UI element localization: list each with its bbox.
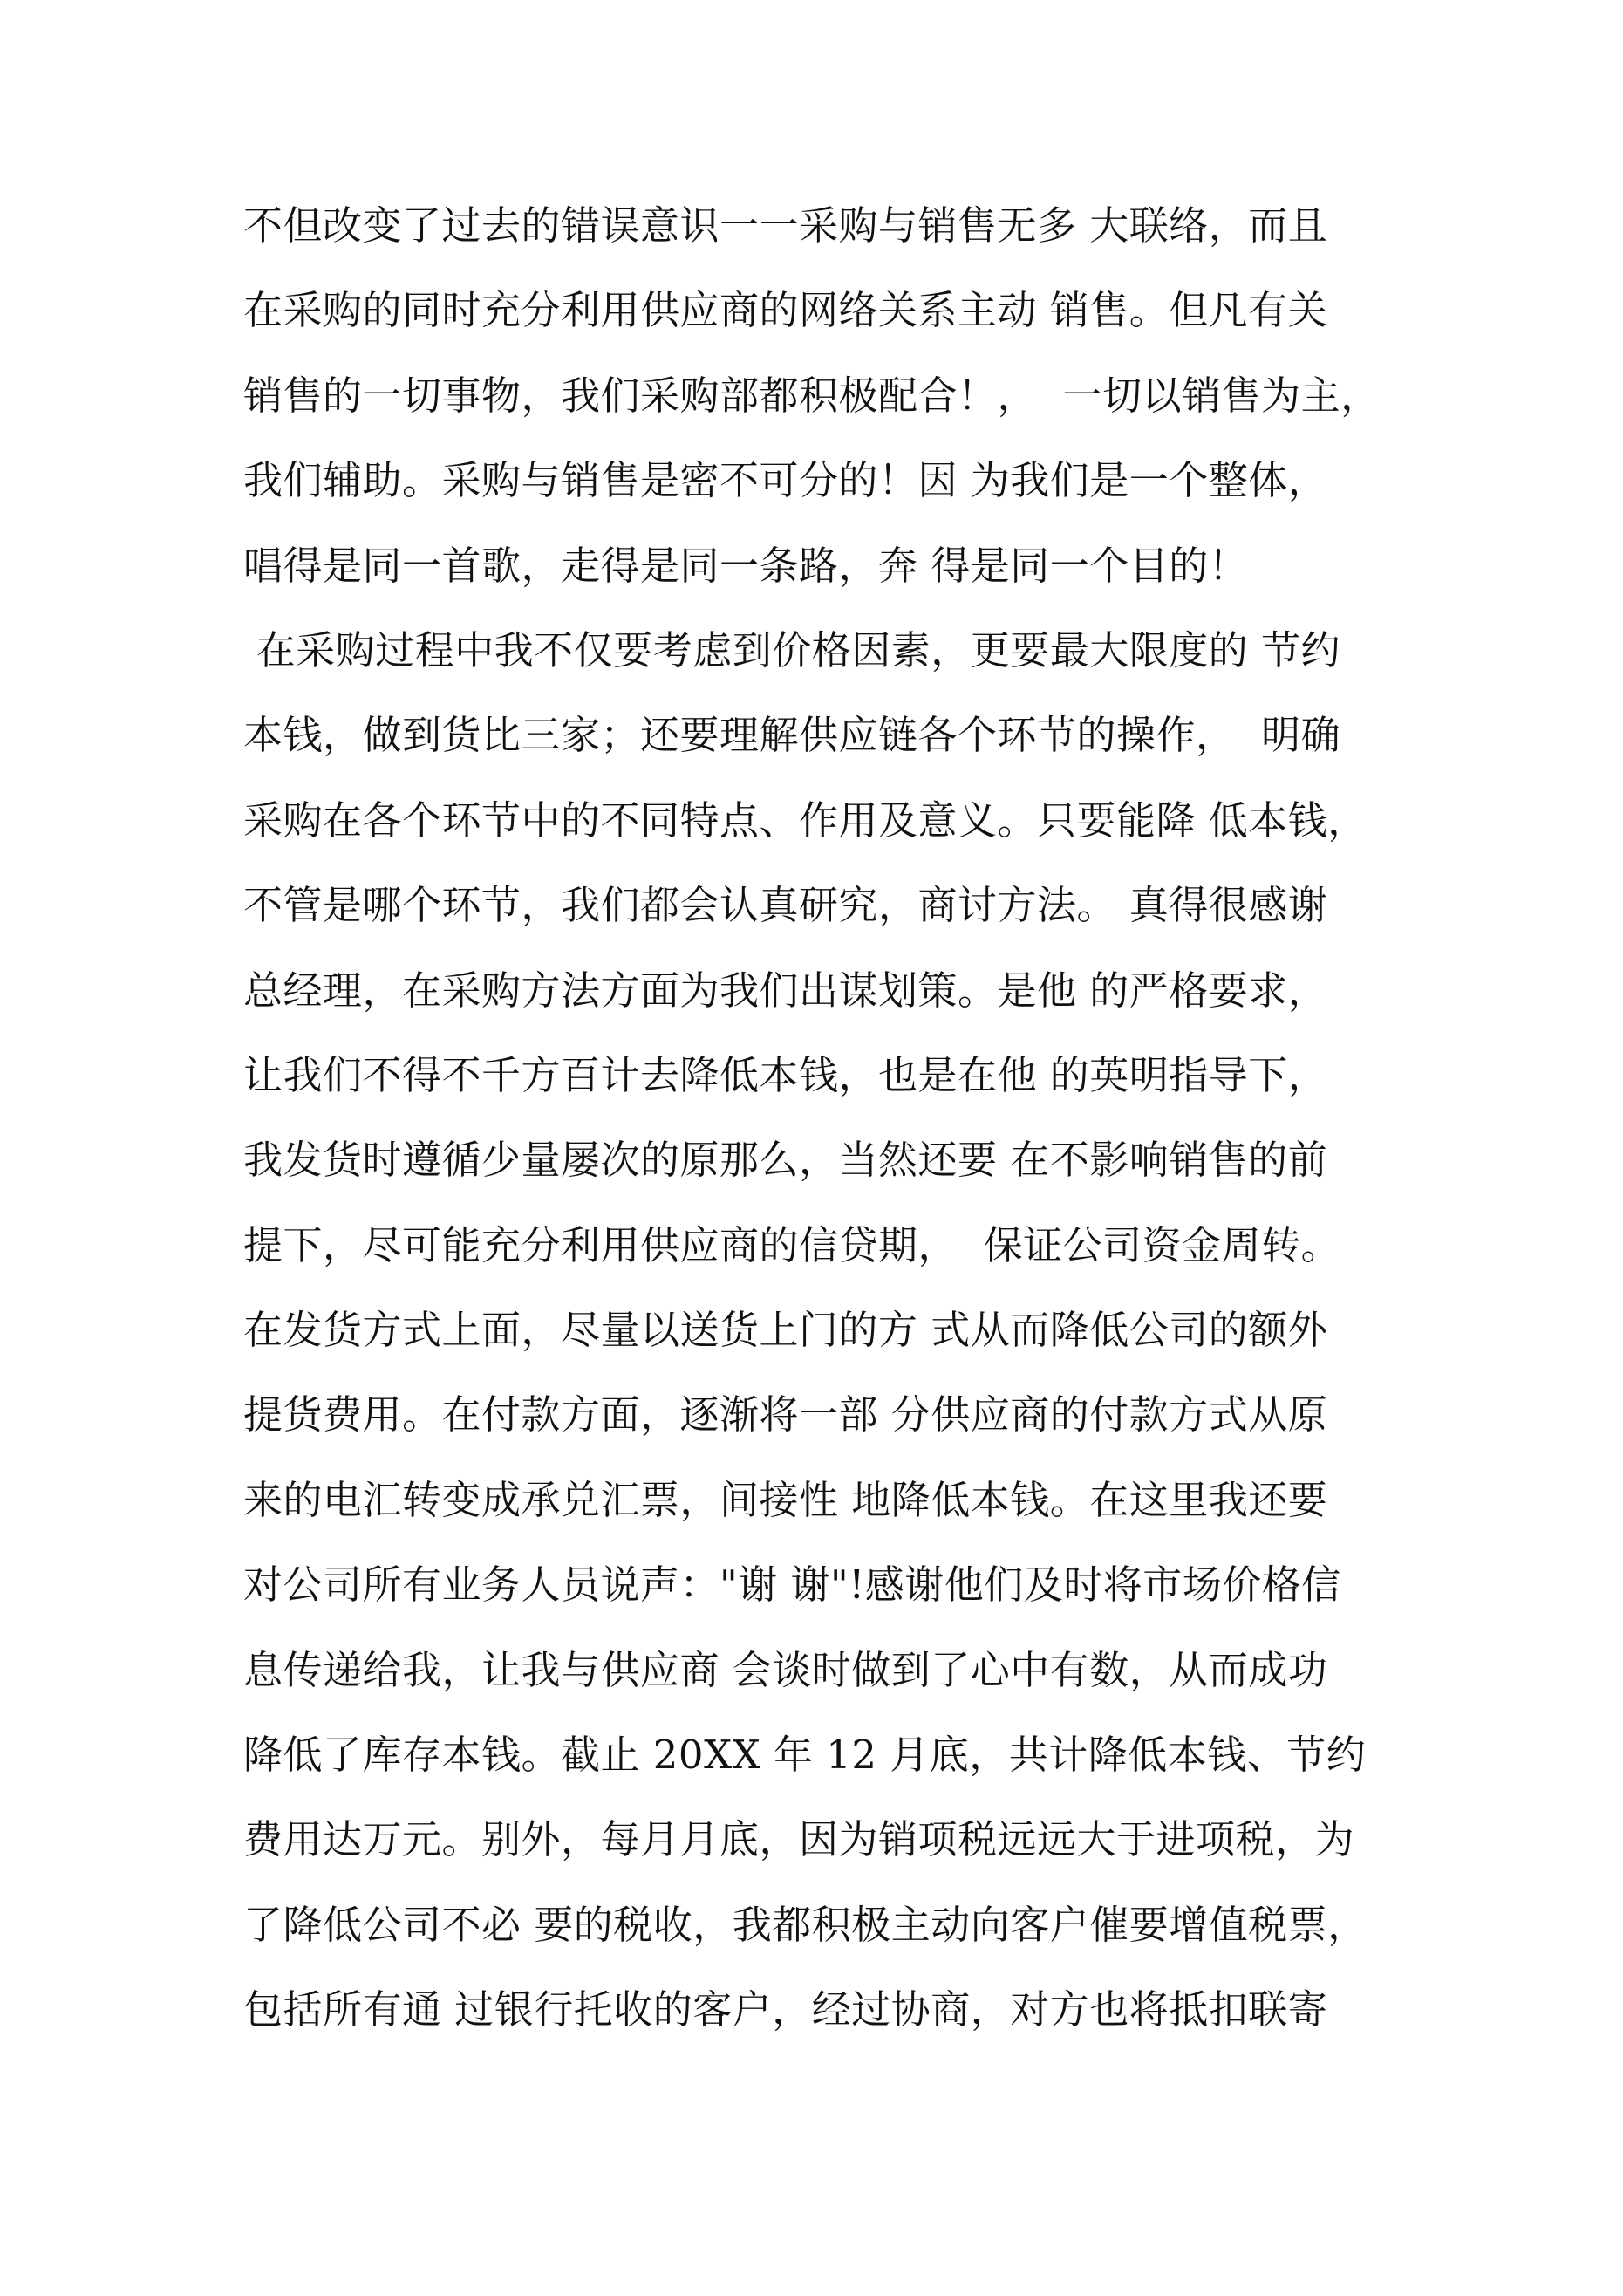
text-line-16: 来的电汇转变成承兑汇票，间接性 地降低本钱。在这里我还要 (243, 1476, 1328, 1523)
text-line-4: 我们辅助。采购与销售是密不可分的！因 为我们是一个整体， (243, 457, 1328, 504)
text-line-22: 包括所有通 过银行托收的客户，经过协商，对方也将抵扣联寄 (243, 1986, 1328, 2033)
text-line-18: 息传递给我，让我与供应商 会谈时做到了心中有数，从而成功 (243, 1646, 1328, 1693)
text-line-13: 提下，尽可能充分利用供应商的信贷期， 保证公司资金周转。 (243, 1221, 1341, 1268)
text-line-21: 了降低公司不必 要的税收，我都积极主动向客户催要增值税票， (243, 1901, 1367, 1948)
text-line-6: 在采购过程中我不仅要考虑到价格因素，更要最大限度的 节约 (243, 626, 1341, 673)
text-line-3: 销售的一切事物，我们采购部都积极配合！， 一切以销售为主， (243, 372, 1381, 419)
body-text (243, 183, 1403, 2053)
text-line-2: 在采购的同时充分利用供应商的网络关系主动 销售。但凡有关 (243, 287, 1328, 334)
text-line-10: 总经理，在采购方法方面为我们出谋划策。是他 的严格要求， (243, 967, 1328, 1014)
text-line-7: 本钱，做到货比三家；还要理解供应链各个环节的操作， 明确 (243, 712, 1341, 759)
text-line-8: 采购在各个环节中的不同特点、作用及意义。只要能降 低本钱， (243, 796, 1367, 844)
text-line-9: 不管是哪个环节，我们都会认真研究，商讨方法。 真得很感谢 (243, 882, 1328, 929)
text-line-19: 降低了库存本钱。截止 20XX 年 12 月底，共计降低本钱、节约 (243, 1732, 1367, 1779)
text-line-14: 在发货方式上面，尽量以送货上门的方 式从而降低公司的额外 (243, 1307, 1328, 1354)
text-line-5: 唱得是同一首歌，走得是同一条路，奔 得是同一个目的！ (243, 542, 1249, 589)
text-line-11: 让我们不得不千方百计去降低本钱，也是在他 的英明指导下， (243, 1051, 1328, 1098)
text-line-1: 不但改变了过去的错误意识一一采购与销售无多 大联络，而且 (243, 202, 1328, 249)
text-line-15: 提货费用。在付款方面，逐渐将一部 分供应商的付款方式从原 (243, 1391, 1328, 1438)
text-line-20: 费用达万元。别外，每月月底，因为销项税远远大于进项税，为 (243, 1816, 1355, 1863)
text-line-12: 我发货时遵循少量屡次的原那么，当然还要 在不影响销售的前 (243, 1137, 1328, 1184)
text-line-17: 对公司所有业务人员说声："谢 谢"!感谢他们及时将市场价格信 (243, 1561, 1341, 1609)
